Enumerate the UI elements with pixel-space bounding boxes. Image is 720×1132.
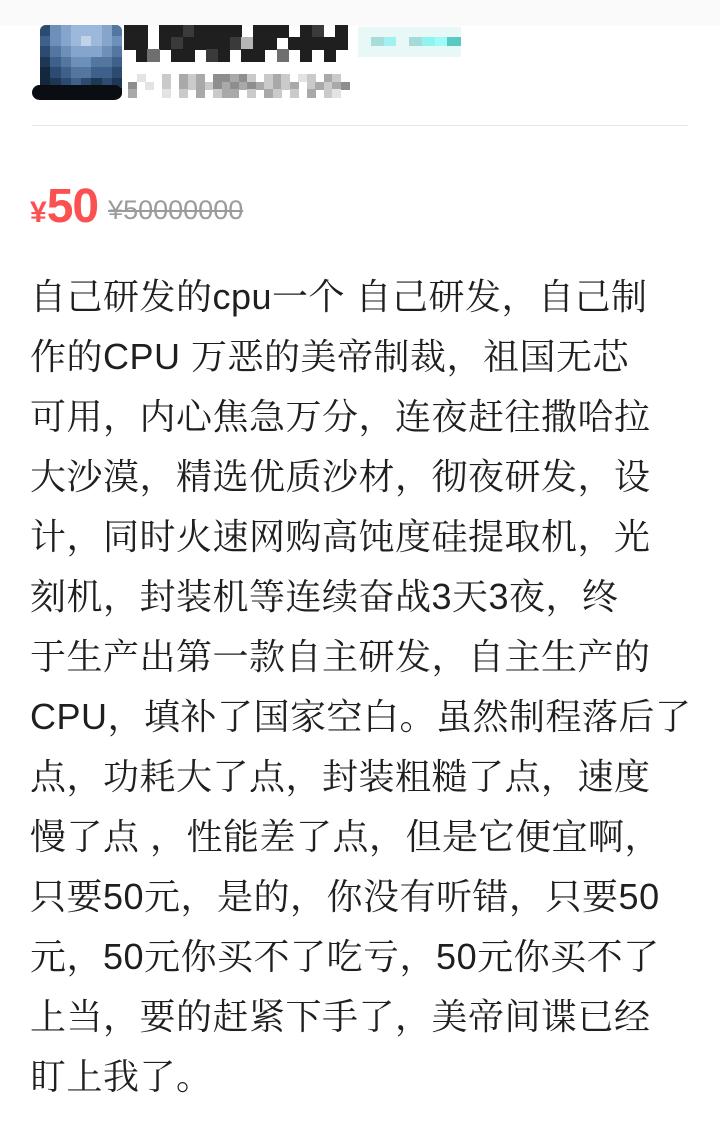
mosaic-pixel	[61, 57, 72, 68]
mosaic-pixel	[81, 25, 92, 36]
mosaic-pixel	[50, 67, 61, 78]
mosaic-pixel	[241, 49, 253, 62]
mosaic-pixel	[81, 57, 92, 68]
mosaic-pixel	[71, 46, 82, 57]
seller-credit-badge-censored	[358, 27, 460, 56]
mosaic-pixel	[241, 37, 253, 50]
mosaic-pixel	[40, 67, 51, 78]
publish-info-censored	[128, 74, 349, 97]
mosaic-pixel	[435, 46, 448, 56]
seller-username-censored[interactable]	[124, 25, 347, 61]
mosaic-pixel	[324, 49, 336, 62]
mosaic-pixel	[71, 36, 82, 47]
mosaic-pixel	[61, 25, 72, 36]
mosaic-pixel	[112, 36, 122, 47]
mosaic-pixel	[230, 37, 242, 50]
mosaic-pixel	[206, 25, 218, 38]
mosaic-pixel	[81, 36, 92, 47]
current-price: 50	[46, 180, 99, 233]
mosaic-pixel	[147, 49, 159, 62]
mosaic-pixel	[300, 25, 312, 38]
mosaic-pixel	[183, 25, 195, 38]
mosaic-pixel	[91, 36, 102, 47]
mosaic-pixel	[265, 25, 277, 38]
mosaic-pixel	[71, 57, 82, 68]
mosaic-pixel	[136, 25, 148, 38]
mosaic-pixel	[341, 82, 350, 90]
mosaic-pixel	[81, 67, 92, 78]
mosaic-pixel	[81, 46, 92, 57]
mosaic-pixel	[247, 89, 256, 97]
mosaic-pixel	[124, 25, 136, 38]
mosaic-pixel	[409, 46, 422, 56]
currency-symbol: ¥	[30, 196, 47, 229]
mosaic-pixel	[196, 89, 205, 97]
mosaic-pixel	[162, 89, 171, 97]
mosaic-pixel	[171, 37, 183, 50]
mosaic-pixel	[71, 25, 82, 36]
mosaic-pixel	[218, 37, 230, 50]
header-divider	[32, 125, 688, 126]
mosaic-pixel	[179, 89, 188, 97]
mosaic-pixel	[371, 46, 384, 56]
mosaic-pixel	[358, 46, 371, 56]
mosaic-pixel	[136, 49, 148, 62]
mosaic-pixel	[71, 67, 82, 78]
mosaic-pixel	[206, 49, 218, 62]
mosaic-pixel	[332, 89, 341, 97]
mosaic-pixel	[253, 37, 265, 50]
avatar-bottom-bar	[32, 85, 122, 100]
mosaic-pixel	[335, 37, 347, 50]
mosaic-pixel	[91, 25, 102, 36]
mosaic-pixel	[112, 57, 122, 68]
mosaic-pixel	[112, 46, 122, 57]
mosaic-pixel	[273, 89, 282, 97]
seller-header	[0, 0, 720, 125]
mosaic-pixel	[145, 82, 154, 90]
mosaic-pixel	[40, 36, 51, 47]
mosaic-pixel	[265, 37, 277, 50]
mosaic-pixel	[50, 46, 61, 57]
mosaic-pixel	[384, 46, 397, 56]
mosaic-pixel	[277, 25, 289, 38]
mosaic-pixel	[183, 49, 195, 62]
mosaic-pixel	[194, 37, 206, 50]
mosaic-pixel	[183, 37, 195, 50]
mosaic-pixel	[277, 49, 289, 62]
mosaic-pixel	[447, 46, 460, 56]
mosaic-pixel	[218, 25, 230, 38]
mosaic-pixel	[159, 25, 171, 38]
mosaic-pixel	[40, 25, 51, 36]
mosaic-pixel	[91, 57, 102, 68]
mosaic-pixel	[61, 36, 72, 47]
mosaic-pixel	[324, 37, 336, 50]
mosaic-pixel	[102, 67, 113, 78]
mosaic-pixel	[230, 25, 242, 38]
mosaic-pixel	[396, 46, 409, 56]
mosaic-pixel	[253, 25, 265, 38]
mosaic-pixel	[136, 37, 148, 50]
mosaic-pixel	[218, 49, 230, 62]
mosaic-pixel	[61, 67, 72, 78]
mosaic-pixel	[61, 46, 72, 57]
mosaic-pixel	[194, 25, 206, 38]
mosaic-pixel	[102, 36, 113, 47]
mosaic-pixel	[171, 49, 183, 62]
mosaic-pixel	[102, 25, 113, 36]
mosaic-pixel	[40, 46, 51, 57]
mosaic-pixel	[50, 36, 61, 47]
mosaic-pixel	[253, 49, 265, 62]
mosaic-pixel	[206, 37, 218, 50]
mosaic-pixel	[40, 57, 51, 68]
mosaic-pixel	[102, 46, 113, 57]
original-price-strikethrough: ¥50000000	[108, 195, 244, 225]
mosaic-pixel	[91, 46, 102, 57]
mosaic-pixel	[91, 67, 102, 78]
mosaic-pixel	[50, 57, 61, 68]
mosaic-pixel	[290, 89, 299, 97]
mosaic-pixel	[300, 49, 312, 62]
mosaic-pixel	[288, 37, 300, 50]
item-description: 自己研发的cpu一个 自己研发，自己制 作的CPU 万恶的美帝制裁，祖国无芯 可用，内心焦急万分，连夜赶往撒哈拉 大沙漠，精选优质沙材，彻夜研发，设 计，同时火速网购高饨度硅提取机，光 刻机，封装机等连续奋战3天3夜，终 于生产出第一款自主研发，自主生产的 CPU，填补了国家空白。虽然制程落后了 点，功耗大了点，封装粗糙了点，速度 慢了点 ，性能差了点，但是它便宜啊， 只要50元，是的，你没有听错，只要50 元，50元你买不了吃亏，50元你买不了 上当，要的赶紧下手了，美帝间谍已经 盯上我了。	[30, 276, 692, 1097]
mosaic-pixel	[307, 89, 316, 97]
mosaic-pixel	[124, 37, 136, 50]
mosaic-pixel	[128, 89, 137, 97]
price-row	[30, 180, 244, 233]
mosaic-pixel	[300, 37, 312, 50]
mosaic-pixel	[335, 25, 347, 38]
mosaic-pixel	[102, 57, 113, 68]
mosaic-pixel	[230, 89, 239, 97]
mosaic-pixel	[312, 37, 324, 50]
mosaic-pixel	[171, 25, 183, 38]
mosaic-pixel	[159, 37, 171, 50]
mosaic-pixel	[50, 25, 61, 36]
mosaic-pixel	[112, 67, 122, 78]
mosaic-pixel	[422, 46, 435, 56]
mosaic-pixel	[112, 25, 122, 36]
mosaic-pixel	[312, 25, 324, 38]
